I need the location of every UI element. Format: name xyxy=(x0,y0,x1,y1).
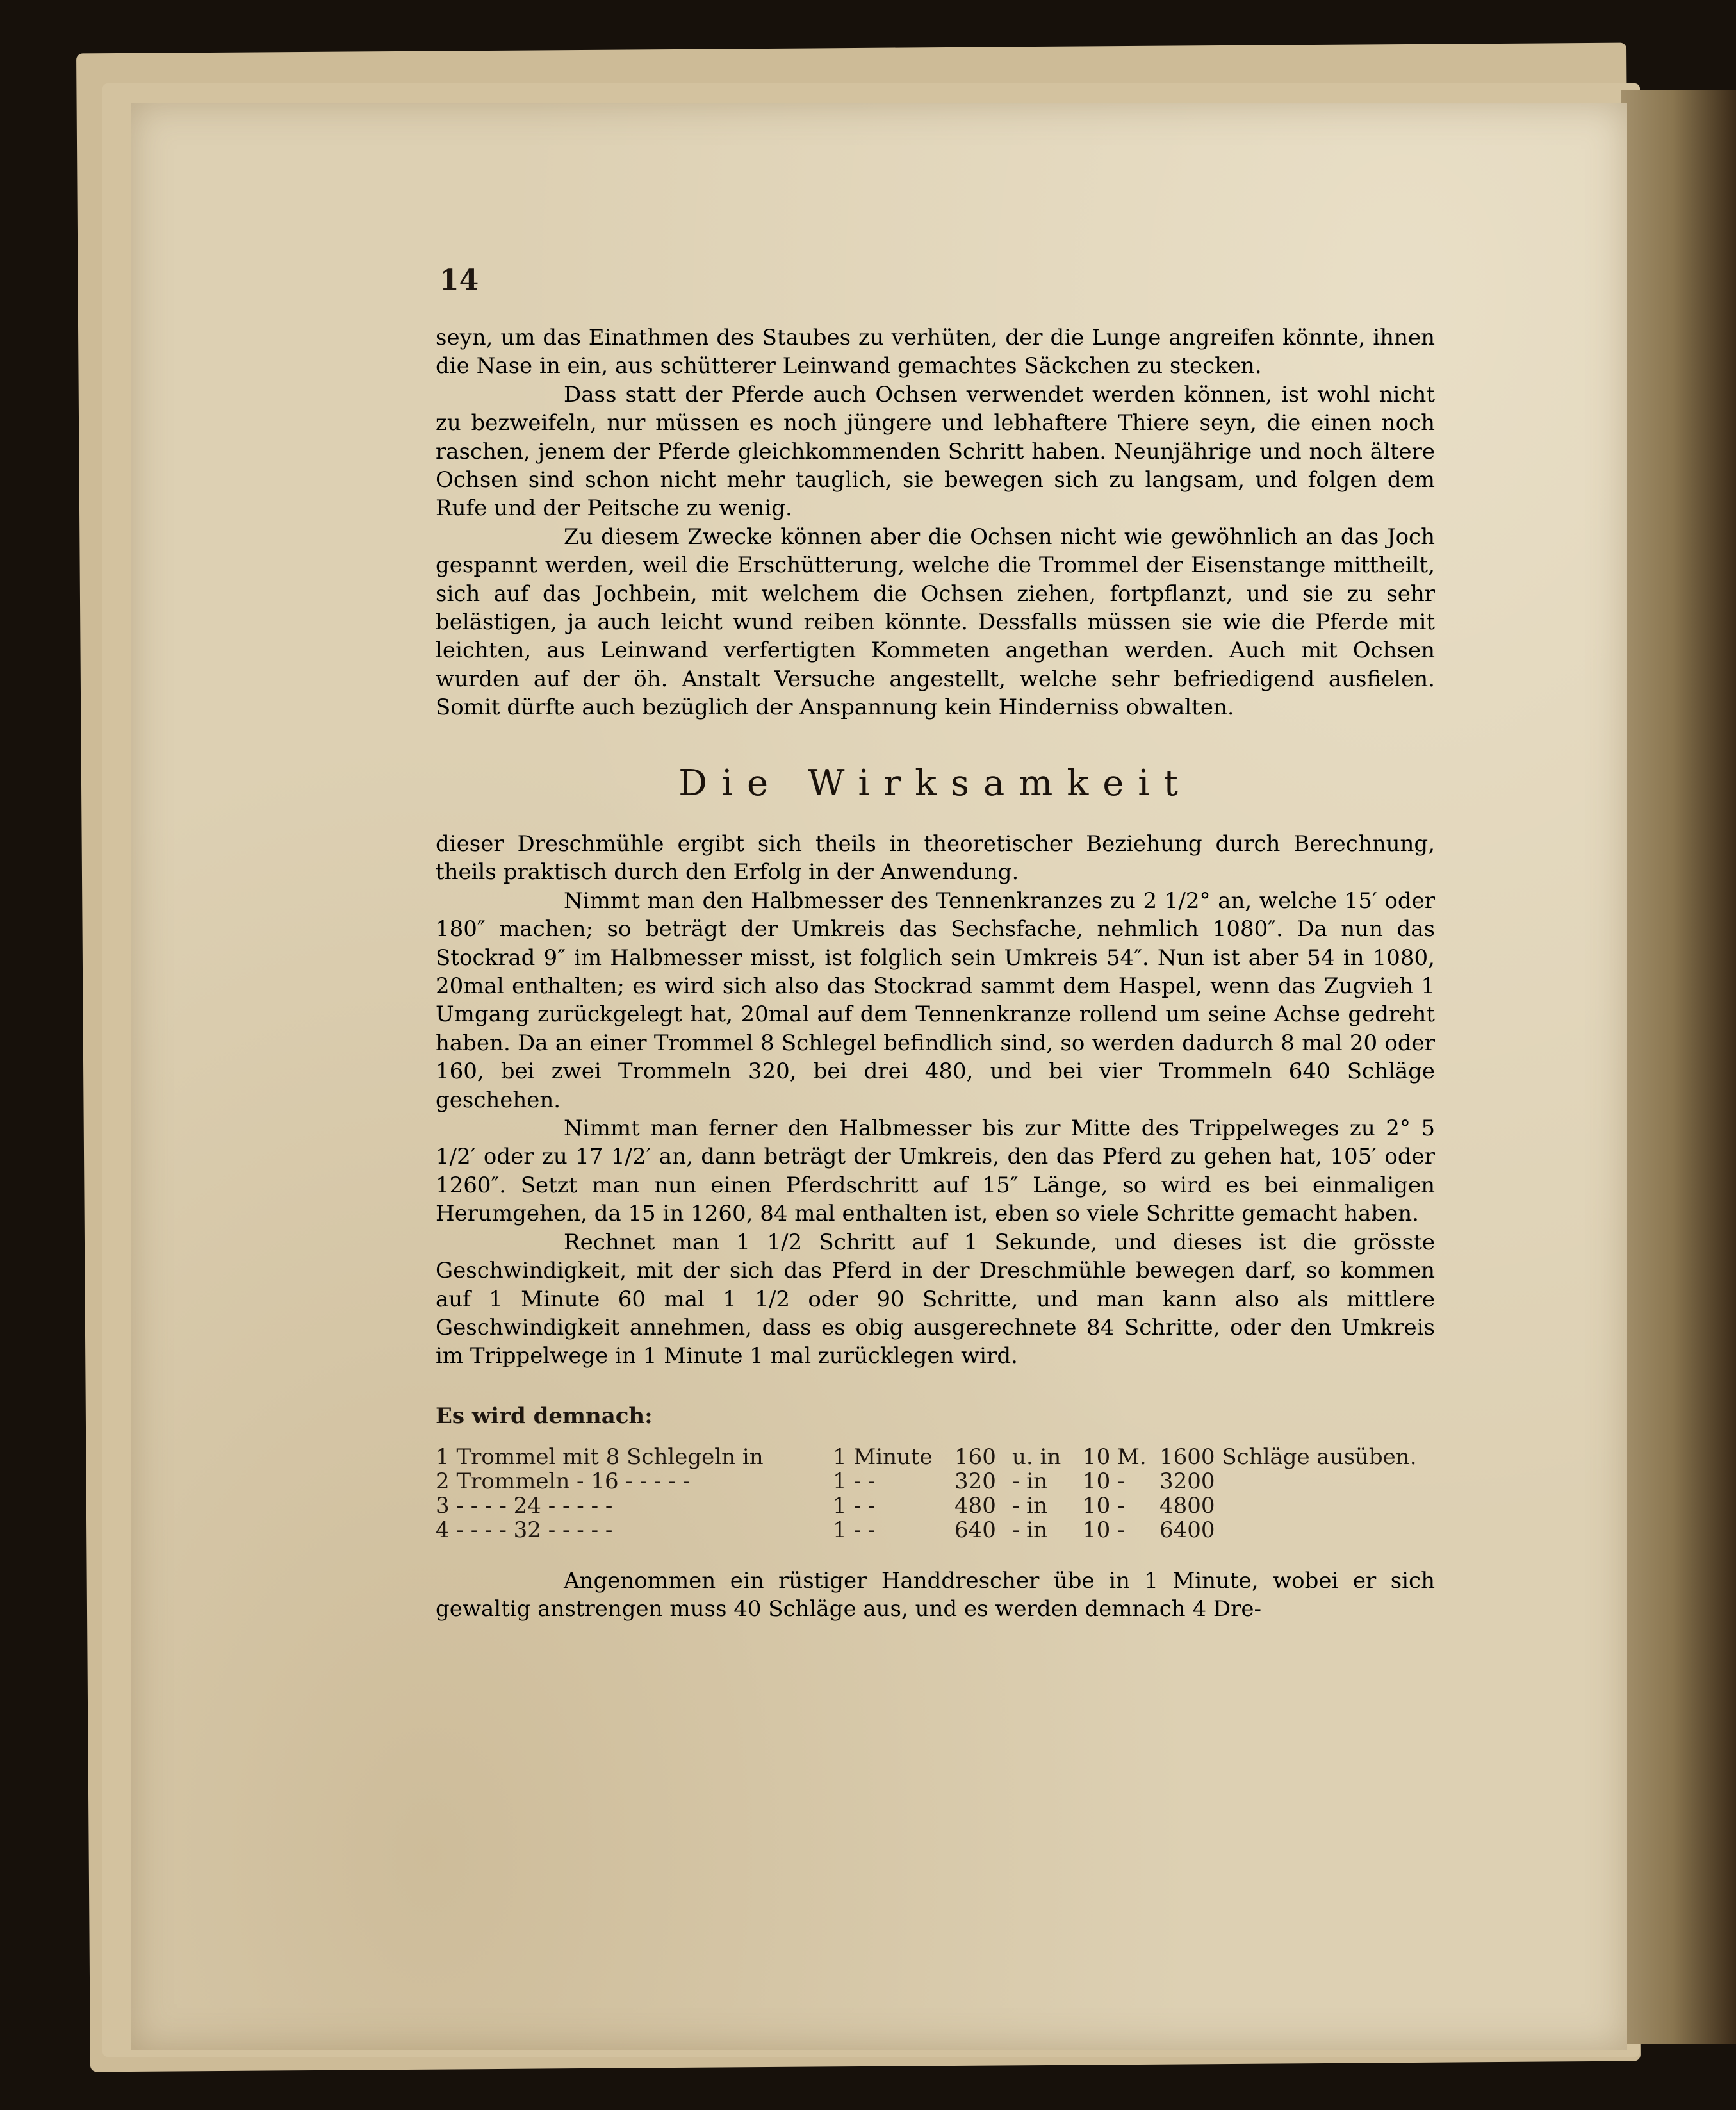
paragraph-speed: Rechnet man 1 1/2 Schritt auf 1 Sekunde, und dieses ist die grösste Geschwindigkeit, mit der sich das Pferd in der Dreschmühle bewegen darf, so kommen auf 1 Minute 60 mal 1 1/2 oder 90 Schritte, und man kann also als mittlere Geschwindigkeit annehmen, dass es obig ausgerechnete 84 Schritte, oder den Umkreis im Trippelwege in 1 Minute 1 mal zurücklegen wird. xyxy=(436,1229,1435,1369)
table-row xyxy=(436,1445,1435,1469)
page-number: 14 xyxy=(439,264,479,297)
paragraph-intro: seyn, um das Einathmen des Staubes zu verhüten, der die Lunge angreifen könnte, ihnen die Nase in ein, aus schütterer Leinwand gemachtes Säckchen zu stecken. xyxy=(436,325,1435,379)
table-cell: 1 - - xyxy=(833,1517,876,1543)
section-heading: Die Wirksamkeit xyxy=(678,762,1192,804)
table-cell: 4 - - - - 32 - - - - - xyxy=(436,1517,613,1543)
table-cell: - in xyxy=(1012,1493,1048,1519)
paragraph-yoke: Zu diesem Zwecke können aber die Ochsen nicht wie gewöhnlich an das Joch gespannt werden, weil die Erschütterung, welche die Trommel der Eisenstange mittheilt, sich auf das Jochbein, mit welchem die Ochsen ziehen, fortpflanzt, und sie zu sehr belästigen, ja auch leicht wund reiben könnte. Dessfalls müssen sie wie die Pferde mit leichten, aus Leinwand verfertigten Kommeten angethan werden. Auch mit Ochsen wurden auf der öh. Anstalt Versuche angestellt, welche sehr befriedigend ausfielen. Somit dürfte auch bezüglich der Anspannung kein Hinderniss obwalten. xyxy=(436,523,1435,721)
table-cell: 320 xyxy=(954,1469,996,1494)
table-cell: 480 xyxy=(954,1493,996,1519)
text-block-top xyxy=(436,324,1435,722)
table-cell: 10 - xyxy=(1083,1517,1125,1543)
table-cell: u. in xyxy=(1012,1444,1061,1470)
table-cell: 160 xyxy=(954,1444,996,1470)
table-cell: 640 xyxy=(954,1517,996,1543)
paragraph-hand-thresher: Angenommen ein rüstiger Handdrescher übe in 1 Minute, wobei er sich gewaltig anstrengen muss 40 Schläge aus, und es werden demnach 4 Dre- xyxy=(436,1568,1435,1622)
table-row xyxy=(436,1469,1435,1494)
table-cell: 10 M. xyxy=(1083,1444,1147,1470)
table-cell: 3 - - - - 24 - - - - - xyxy=(436,1493,613,1519)
table-cell: 1 Trommel mit 8 Schlegeln in xyxy=(436,1444,764,1470)
table-cell: 3200 xyxy=(1159,1469,1215,1494)
paragraph-radius: Nimmt man den Halbmesser des Tennenkranzes zu 2 1/2° an, welche 15′ oder 180″ machen; so beträgt der Umkreis das Sechsfache, nehmlich 1080″. Da nun das Stockrad 9″ im Halbmesser misst, ist folglich sein Umkreis 54″. Nun ist aber 54 in 1080, 20mal enthalten; es wird sich also das Stockrad sammt dem Haspel, wenn das Zugvieh 1 Umgang zurückgelegt hat, 20mal auf dem Tennenkranze rollend um seine Achse gedreht haben. Da an einer Trommel 8 Schlegel befindlich sind, so werden dadurch 8 mal 20 oder 160, bei zwei Trommeln 320, bei drei 480, und bei vier Trommeln 640 Schläge geschehen. xyxy=(436,887,1435,1113)
table-row xyxy=(436,1494,1435,1518)
table-cell: 1 - - xyxy=(833,1469,876,1494)
paragraph-path: Nimmt man ferner den Halbmesser bis zur Mitte des Trippelweges zu 2° 5 1/2′ oder zu 17 1/2′ an, dann beträgt der Umkreis, den das Pferd zu gehen hat, 105′ oder 1260″. Setzt man nun einen Pferdschritt auf 15″ Länge, so wird es bei einmaligen Herumgehen, da 15 in 1260, 84 mal enthalten ist, eben so viele Schritte gemacht haben. xyxy=(436,1116,1435,1227)
strokes-table xyxy=(436,1445,1435,1542)
result-label: Es wird demnach: xyxy=(436,1403,653,1429)
table-cell: 10 - xyxy=(1083,1469,1125,1494)
text-block-middle xyxy=(436,830,1435,1371)
table-cell: 10 - xyxy=(1083,1493,1125,1519)
table-cell: 1 Minute xyxy=(833,1444,933,1470)
table-cell: - in xyxy=(1012,1469,1048,1494)
table-row xyxy=(436,1518,1435,1542)
book-spine xyxy=(1621,90,1736,2044)
table-cell: 4800 xyxy=(1159,1493,1215,1519)
table-cell: 1600 Schläge ausüben. xyxy=(1159,1444,1417,1470)
table-cell: 1 - - xyxy=(833,1493,876,1519)
paragraph-effect: dieser Dreschmühle ergibt sich theils in theoretischer Beziehung durch Berechnung, theils praktisch durch den Erfolg in der Anwendung. xyxy=(436,831,1435,886)
paragraph-oxen: Dass statt der Pferde auch Ochsen verwendet werden können, ist wohl nicht zu bezweifeln, nur müssen es noch jüngere und lebhaftere Thiere seyn, die einen noch raschen, jenem der Pferde gleichkommenden Schritt haben. Neunjährige und noch ältere Ochsen sind schon nicht mehr tauglich, sie bewegen sich zu langsam, und folgen dem Rufe und der Peitsche zu wenig. xyxy=(436,381,1435,522)
table-cell: 2 Trommeln - 16 - - - - - xyxy=(436,1469,691,1494)
text-block-bottom xyxy=(436,1567,1435,1624)
table-cell: - in xyxy=(1012,1517,1048,1543)
table-cell: 6400 xyxy=(1159,1517,1215,1543)
